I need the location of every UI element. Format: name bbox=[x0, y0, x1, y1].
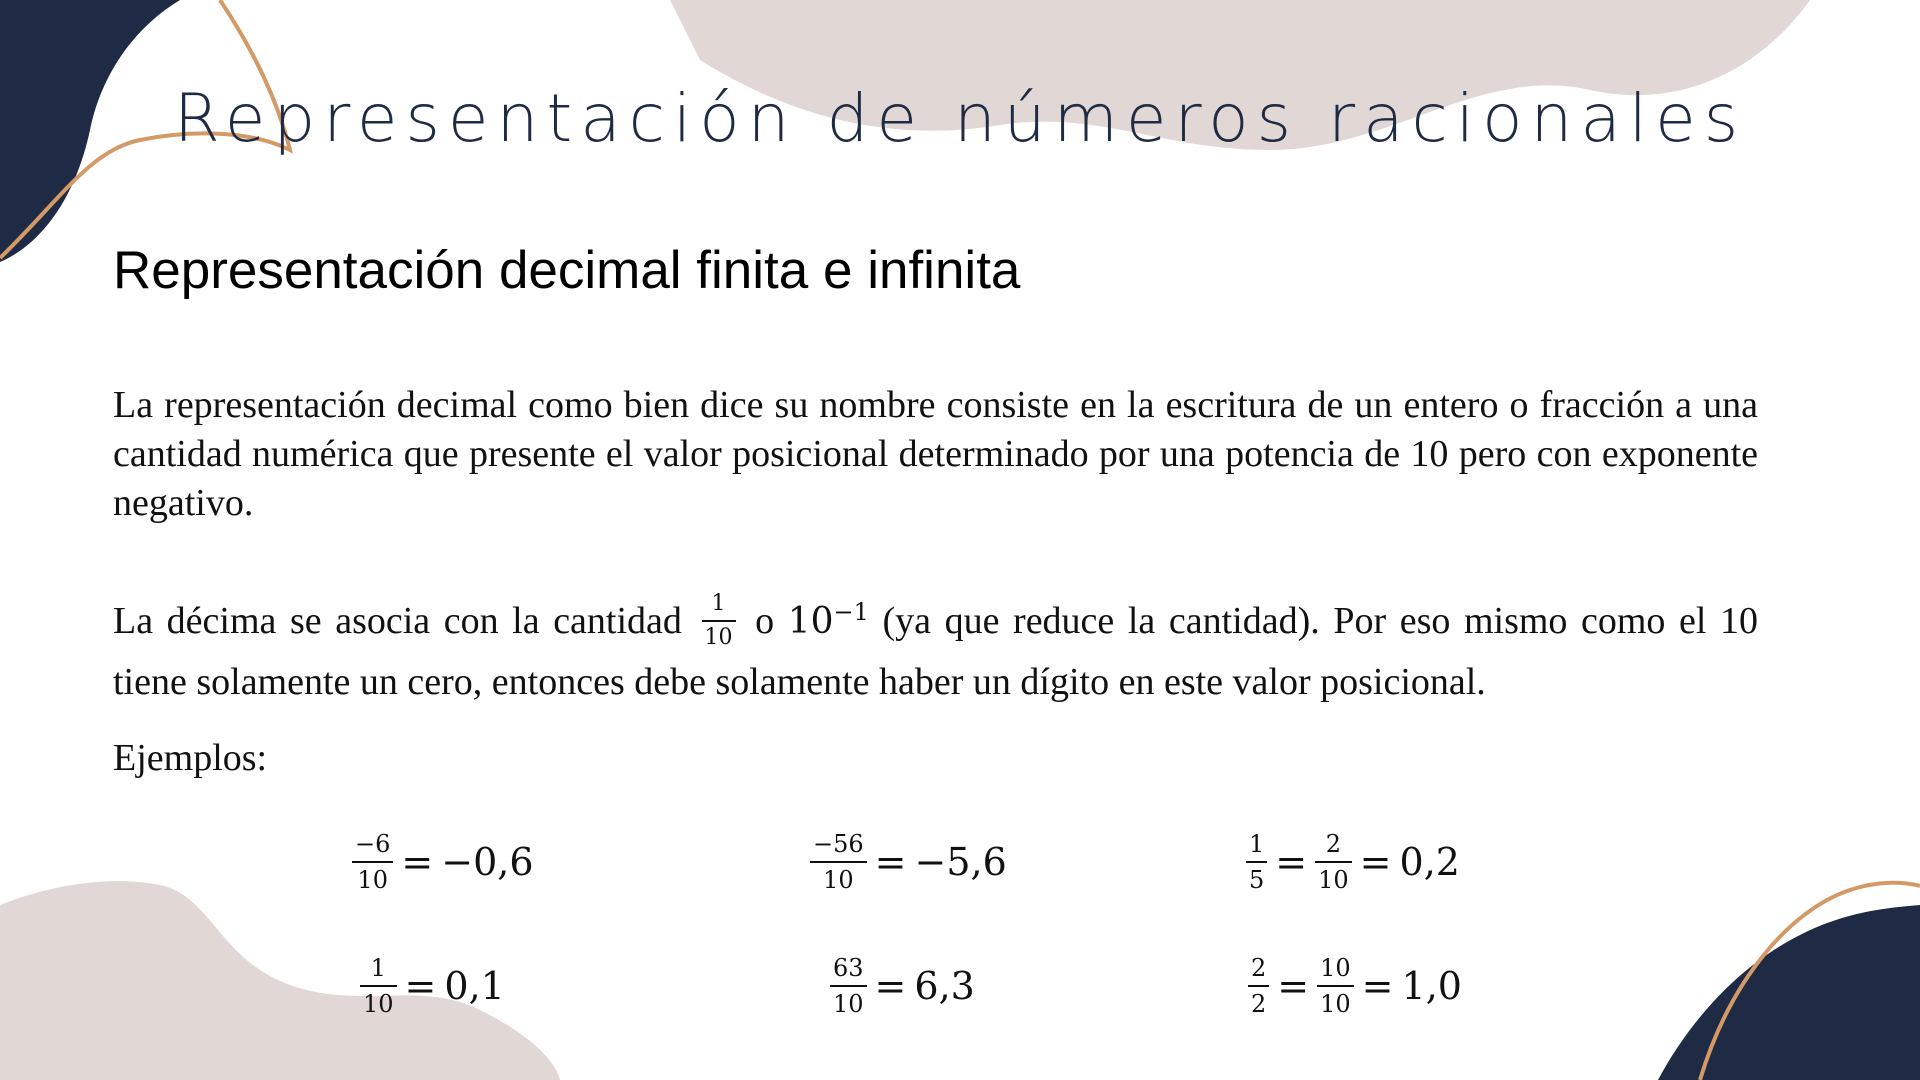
equals-sign: = bbox=[874, 964, 907, 1008]
fraction-bar bbox=[352, 861, 393, 863]
equals-sign: = bbox=[874, 840, 907, 884]
fraction-numerator: 1 bbox=[370, 954, 386, 982]
equals-sign: = bbox=[1277, 964, 1310, 1008]
fraction-denominator: 2 bbox=[1251, 990, 1267, 1018]
fraction-numerator: 2 bbox=[1251, 954, 1267, 982]
fraction-denominator: 10 bbox=[1320, 990, 1351, 1018]
fraction-bar bbox=[360, 985, 397, 987]
fraction-denominator: 10 bbox=[363, 990, 394, 1018]
example-result: −0,6 bbox=[441, 840, 534, 884]
example-result: −5,6 bbox=[914, 840, 1007, 884]
fraction-denominator: 10 bbox=[823, 866, 854, 894]
fraction-numerator: 10 bbox=[1320, 954, 1351, 982]
fraction-numerator: −56 bbox=[813, 830, 864, 858]
bottom-right-navy-blob bbox=[1658, 905, 1920, 1080]
power-exponent: −1 bbox=[833, 598, 869, 626]
fraction-bar bbox=[830, 985, 867, 987]
fraction-bar bbox=[1246, 861, 1267, 863]
example-result: 1,0 bbox=[1401, 964, 1462, 1008]
example-fraction bbox=[352, 832, 393, 892]
paragraph-decima bbox=[113, 582, 1758, 712]
example-fraction bbox=[1248, 956, 1269, 1016]
fraction-denominator: 10 bbox=[1318, 866, 1349, 894]
equals-sign: = bbox=[401, 840, 434, 884]
examples-label: Ejemplos: bbox=[113, 737, 268, 779]
fraction-denominator: 5 bbox=[1249, 866, 1265, 894]
fraction-numerator: 1 bbox=[711, 591, 726, 617]
fraction-numerator: 2 bbox=[1325, 830, 1342, 858]
fraction-bar bbox=[702, 620, 736, 622]
equals-sign: = bbox=[1359, 840, 1392, 884]
equals-sign: = bbox=[1361, 964, 1394, 1008]
decima-fraction bbox=[702, 593, 736, 649]
example-equation bbox=[830, 956, 975, 1016]
example-fraction bbox=[1315, 832, 1352, 892]
fraction-numerator: 63 bbox=[833, 954, 864, 982]
example-equation bbox=[360, 956, 505, 1016]
example-fraction bbox=[1246, 832, 1267, 892]
example-fraction bbox=[1317, 956, 1354, 1016]
fraction-denominator: 10 bbox=[833, 990, 864, 1018]
power-of-ten bbox=[787, 598, 869, 642]
equals-sign: = bbox=[1275, 840, 1308, 884]
paragraph-definition: La representación decimal como bien dice su nombre consiste en la escritura de un entero o fracción a una cantidad numérica que presente el valor posicional determinado por una potencia de 10 pero con exponente negativo. bbox=[113, 384, 1758, 524]
example-fraction bbox=[810, 832, 867, 892]
fraction-numerator: 1 bbox=[1249, 830, 1265, 858]
example-equation bbox=[1248, 956, 1462, 1016]
example-equation bbox=[1246, 832, 1460, 892]
example-fraction bbox=[360, 956, 397, 1016]
power-base: 10 bbox=[787, 601, 834, 642]
example-result: 0,1 bbox=[444, 964, 505, 1008]
decima-text-before: La décima se asocia con la cantidad bbox=[113, 600, 682, 642]
equals-sign: = bbox=[404, 964, 437, 1008]
example-result: 6,3 bbox=[914, 964, 975, 1008]
slide-subtitle: Representación decimal finita e infinita bbox=[113, 241, 1021, 300]
fraction-bar bbox=[1248, 985, 1269, 987]
decima-text-or: o bbox=[755, 600, 775, 642]
fraction-bar bbox=[1315, 861, 1352, 863]
fraction-denominator: 10 bbox=[357, 866, 388, 894]
example-equation bbox=[810, 832, 1007, 892]
fraction-denominator: 10 bbox=[704, 625, 733, 651]
slide-title: Representación de números racionales bbox=[173, 80, 1747, 157]
example-equation bbox=[352, 832, 534, 892]
decima-text-after: (ya que reduce la cantidad). Por eso mismo como el 10 tiene solamente un cero, entonces debe solamente haber un dígito en este valor posicional. bbox=[113, 600, 1759, 704]
fraction-bar bbox=[1317, 985, 1354, 987]
fraction-numerator: −6 bbox=[355, 830, 391, 858]
fraction-bar bbox=[810, 861, 867, 863]
example-fraction bbox=[830, 956, 867, 1016]
example-result: 0,2 bbox=[1399, 840, 1460, 884]
